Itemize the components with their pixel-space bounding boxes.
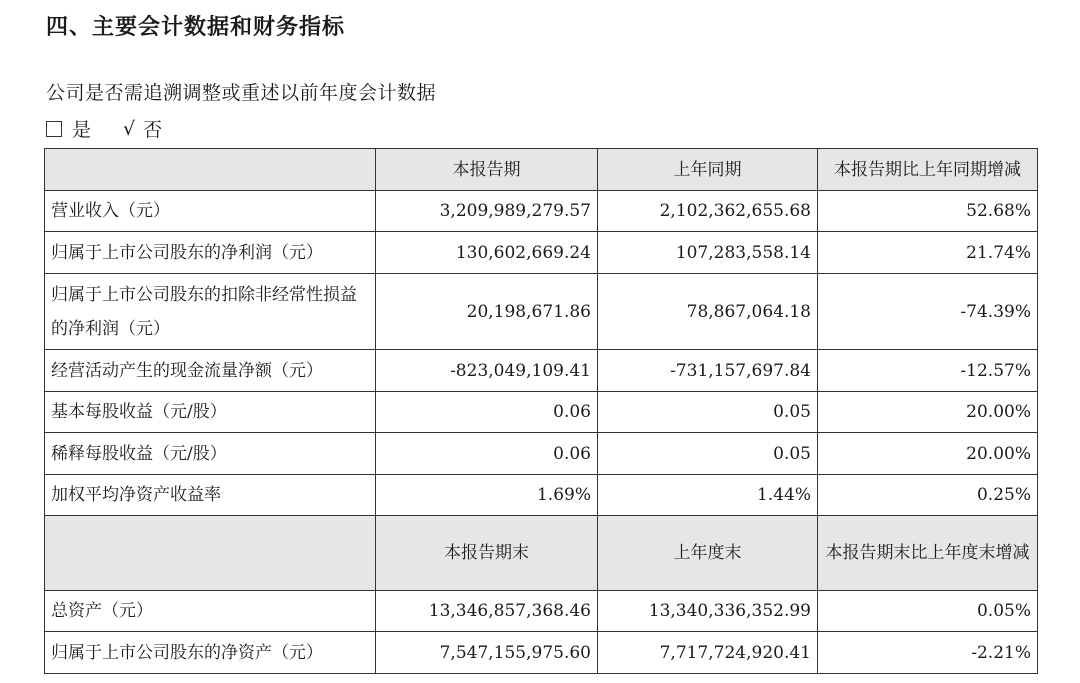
row-label: 加权平均净资产收益率 — [45, 475, 376, 516]
header-cell-prior-period: 上年同期 — [598, 149, 818, 191]
row-label: 经营活动产生的现金流量净额（元） — [45, 350, 376, 392]
checkmark-icon: √ — [123, 117, 136, 140]
header-cell-prior-year-end: 上年度末 — [598, 516, 818, 591]
change-value: 0.05% — [818, 591, 1038, 632]
current-value: 0.06 — [376, 392, 598, 433]
table-row — [45, 191, 1038, 232]
table-row — [45, 433, 1038, 475]
header-cell-period-change: 本报告期比上年同期增减 — [818, 149, 1038, 191]
previous-value: 13,340,336,352.99 — [598, 591, 818, 632]
table-row — [45, 632, 1038, 674]
previous-value: 1.44% — [598, 475, 818, 516]
current-value: 3,209,989,279.57 — [376, 191, 598, 232]
previous-value: 7,717,724,920.41 — [598, 632, 818, 674]
change-value: -12.57% — [818, 350, 1038, 392]
row-label: 基本每股收益（元/股） — [45, 392, 376, 433]
previous-value: 0.05 — [598, 433, 818, 475]
header-cell-blank — [45, 149, 376, 191]
row-label: 总资产（元） — [45, 591, 376, 632]
header-cell-current-period-end: 本报告期末 — [376, 516, 598, 591]
change-value: 52.68% — [818, 191, 1038, 232]
financial-data-table — [44, 148, 1038, 674]
choice-yes-label: 是 — [72, 119, 92, 141]
change-value: 20.00% — [818, 392, 1038, 433]
table-row — [45, 274, 1038, 350]
table-row — [45, 475, 1038, 516]
restatement-choice — [46, 115, 162, 142]
table-row — [45, 591, 1038, 632]
previous-value: 78,867,064.18 — [598, 274, 818, 350]
previous-value: -731,157,697.84 — [598, 350, 818, 392]
restatement-question: 公司是否需追溯调整或重述以前年度会计数据 — [46, 82, 437, 104]
previous-value: 2,102,362,655.68 — [598, 191, 818, 232]
header-cell-current-period: 本报告期 — [376, 149, 598, 191]
period-end-header-row — [45, 516, 1038, 591]
change-value: -74.39% — [818, 274, 1038, 350]
current-value: 0.06 — [376, 433, 598, 475]
period-header-row — [45, 149, 1038, 191]
current-value: -823,049,109.41 — [376, 350, 598, 392]
checkbox-empty-icon — [46, 121, 62, 137]
change-value: 21.74% — [818, 232, 1038, 274]
choice-no-label: 否 — [143, 119, 163, 141]
table-row — [45, 232, 1038, 274]
change-value: 20.00% — [818, 433, 1038, 475]
current-value: 7,547,155,975.60 — [376, 632, 598, 674]
row-label: 营业收入（元） — [45, 191, 376, 232]
current-value: 20,198,671.86 — [376, 274, 598, 350]
current-value: 130,602,669.24 — [376, 232, 598, 274]
section-heading: 四、主要会计数据和财务指标 — [46, 15, 346, 40]
row-label: 稀释每股收益（元/股） — [45, 433, 376, 475]
row-label: 归属于上市公司股东的净资产（元） — [45, 632, 376, 674]
change-value: 0.25% — [818, 475, 1038, 516]
header-cell-period-end-change: 本报告期末比上年度末增减 — [818, 516, 1038, 591]
previous-value: 0.05 — [598, 392, 818, 433]
previous-value: 107,283,558.14 — [598, 232, 818, 274]
header-cell-blank — [45, 516, 376, 591]
row-label: 归属于上市公司股东的扣除非经常性损益的净利润（元） — [45, 274, 376, 350]
change-value: -2.21% — [818, 632, 1038, 674]
current-value: 1.69% — [376, 475, 598, 516]
row-label: 归属于上市公司股东的净利润（元） — [45, 232, 376, 274]
current-value: 13,346,857,368.46 — [376, 591, 598, 632]
table-row — [45, 350, 1038, 392]
table-row — [45, 392, 1038, 433]
